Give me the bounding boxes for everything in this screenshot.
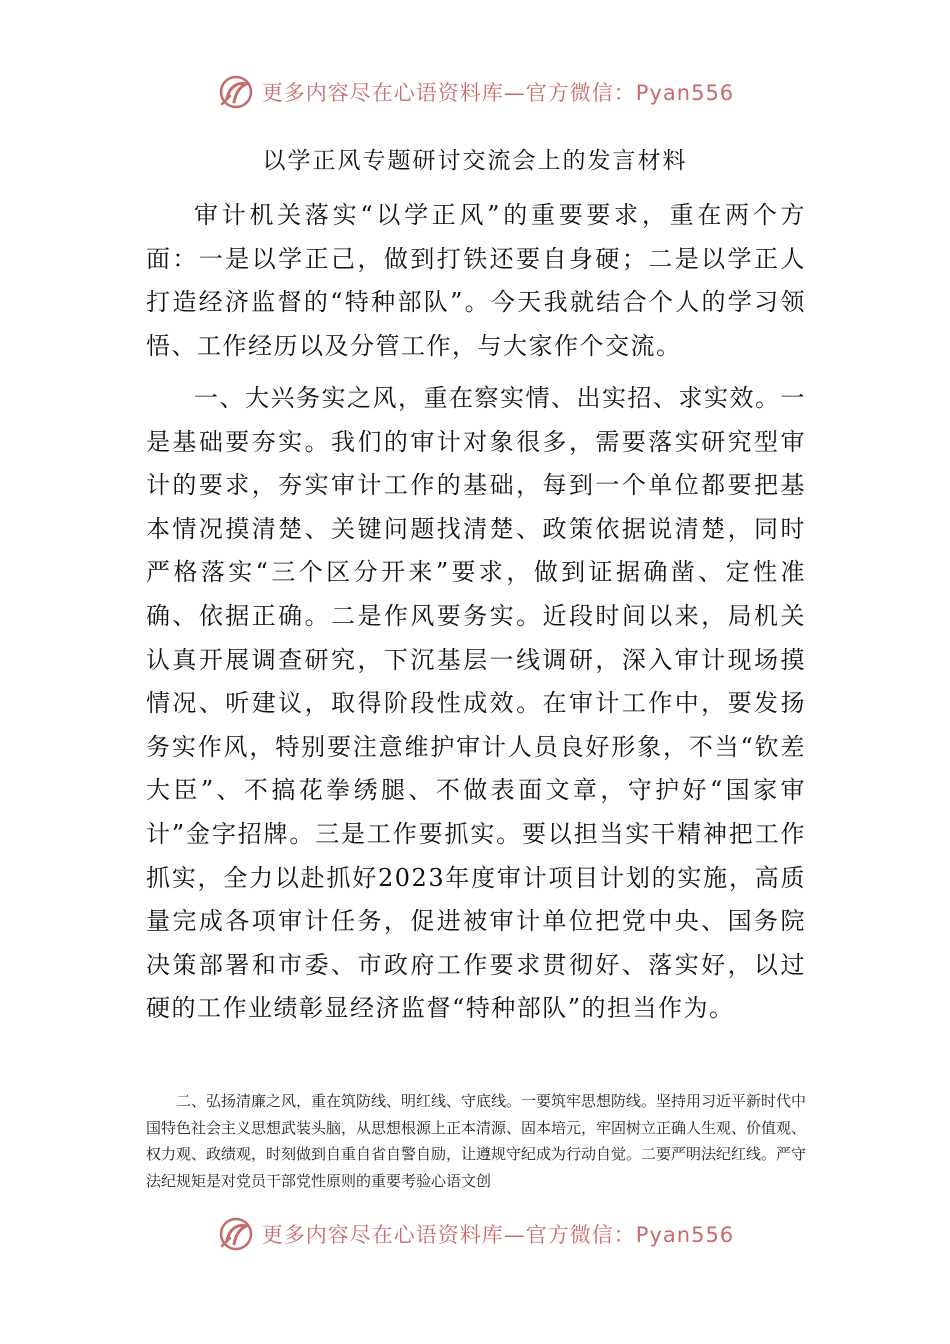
paragraph-section-one: 一、大兴务实之风，重在察实情、出实招、求实效。一是基础要夯实。我们的审计对象很多，需要落实研究型审计的要求，夯实审计工作的基础，每到一个单位都要把基本情况摸清楚、关键问题找清楚、政策依据说清楚，同时严格落实“三个区分开来”要求，做到证据确凿、定性准确、依据正确。二是作风要务实。近段时间以来，局机关认真开展调查研究，下沉基层一线调研，深入审计现场摸情况、听建议，取得阶段性成效。在审计工作中，要发扬务实作风，特别要注意维护审计人员良好形象，不当“钦差大臣”、不搞花拳绣腿、不做表面文章，守护好“国家审计”金字招牌。三是工作要抓实。要以担当实干精神把工作抓实，全力以赴抓好2023年度审计项目计划的实施，高质量完成各项审计任务，促进被审计单位把党中央、国务院决策部署和市委、市政府工作要求贯彻好、落实好，以过硬的工作业绩彰显经济监督“特种部队”的担当作为。: [146, 384, 806, 1023]
watermark-text: 更多内容尽在心语资料库—官方微信：Pyan556: [261, 1223, 735, 1247]
document-title: 以学正风专题研讨交流会上的发言材料: [262, 148, 688, 174]
paragraph-intro: 审计机关落实“以学正风”的重要要求，重在两个方面：一是以学正己，做到打铁还要自身硬；二是以学正人打造经济监督的“特种部队”。今天我就结合个人的学习领悟、工作经历以及分管工作，与大家作个交流。: [146, 201, 806, 360]
watermark-text: 更多内容尽在心语资料库—官方微信：Pyan556: [261, 81, 735, 105]
watermark-footer: [0, 1210, 950, 1258]
paragraph-section-two: 二、弘扬清廉之风，重在筑防线、明红线、守底线。一要筑牢思想防线。坚持用习近平新时代中国特色社会主义思想武装头脑，从思想根源上正本清源、固本培元，牢固树立正确人生观、价值观、权力观、政绩观，时刻做到自重自省自警自励，让遵规守纪成为行动自觉。二要严明法纪红线。严守法纪规矩是对党员干部党性原则的重要考验心语文创: [146, 1092, 806, 1190]
watermark-header: [0, 68, 950, 116]
watermark-logo-icon: [216, 72, 256, 112]
watermark-logo-icon: [216, 1214, 256, 1254]
